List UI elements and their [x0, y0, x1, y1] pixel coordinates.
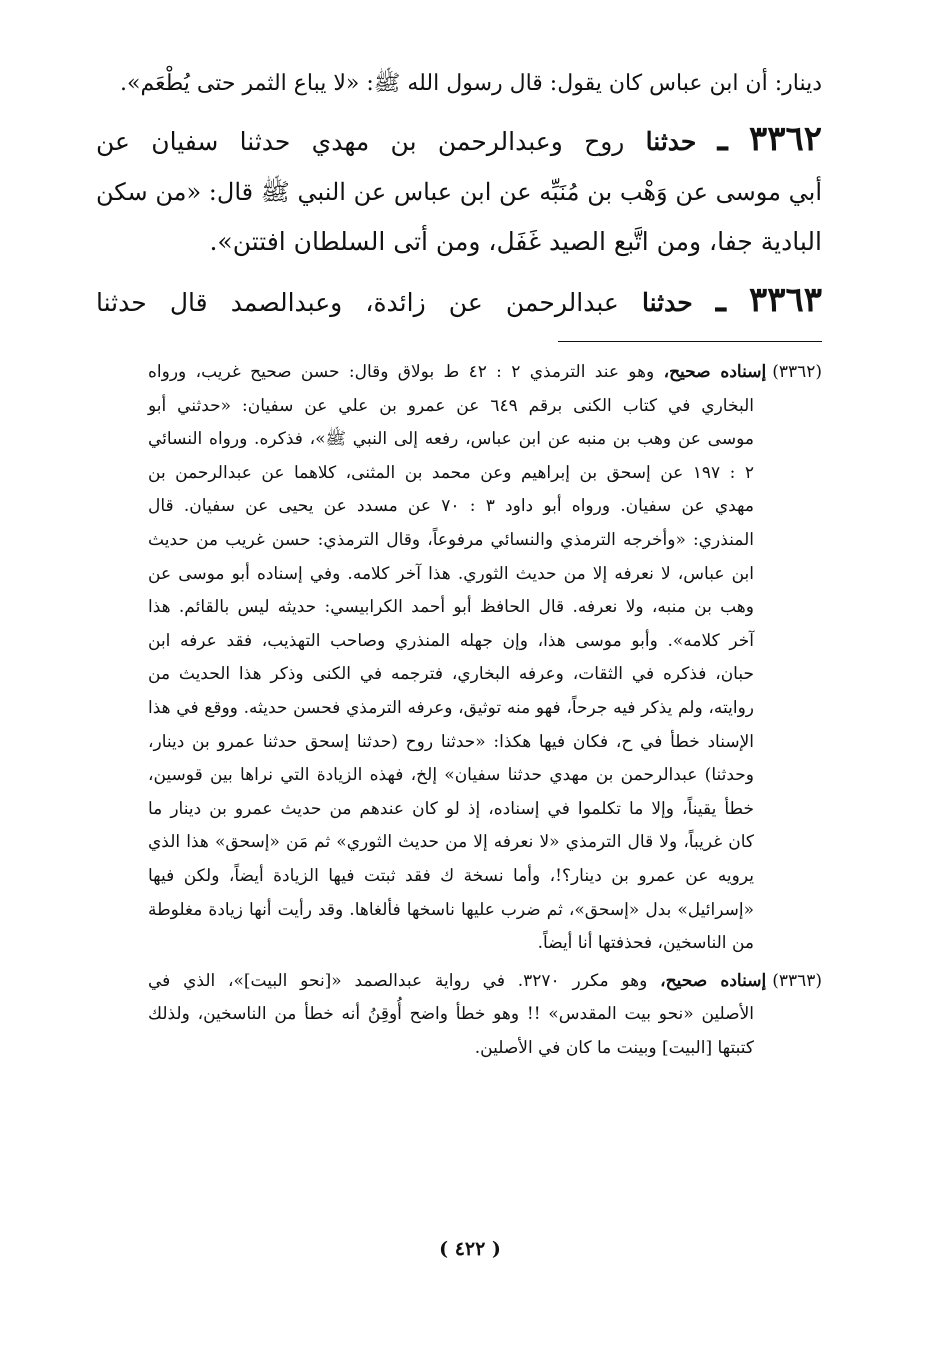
footnote-lead: إسناده صحيح، [660, 970, 767, 991]
footnote-line: كتبتها [البيت] وبينت ما كان في الأصلين. [474, 1037, 754, 1058]
footnote-line: الإسناد خطأ في ح، فكان فيها هكذا: «حدثنا روح (حدثنا إسحق حدثنا عمرو بن دينار، [148, 731, 754, 752]
hadith-text: روح وعبدالرحمن بن مهدي حدثنا سفيان عن [96, 127, 625, 156]
main-text [96, 62, 822, 328]
footnote-line [148, 356, 822, 390]
hadith-dash: ـ [715, 280, 726, 320]
main-line: أبي موسى عن وَهْب بن مُنَبِّه عن ابن عباس عن النبي ﷺ قال: «من سكن [96, 178, 822, 206]
footnote-line: الأصلين «نحو بيت المقدس» !! وهو خطأ واضح أُوقِنُ أنه خطأ من الناسخين، ولذلك [148, 1004, 754, 1025]
footnote-text: وهو عند الترمذي ٢ : ٤٢ ط بولاق وقال: حسن صحيح غريب، ورواه [148, 362, 655, 382]
hadith-text: عبدالرحمن عن زائدة، وعبدالصمد قال حدثنا [96, 288, 619, 317]
footnote-number: (٣٣٦٣) [772, 970, 822, 991]
footnote-divider [558, 341, 822, 342]
footnote-line: يرويه عن عمرو بن دينار؟!، وأما نسخة ك فقد ثبتت فيها الزيادة أيضاً، ولكن فيها [148, 865, 754, 886]
main-line [96, 275, 822, 328]
footnote-line: خطأ يقيناً، وإلا ما تكلموا في إسناده، إذ لو كان عندهم من حديث عمرو بن دينار ما [148, 798, 754, 819]
footnote-line: حبان، فذكره في الثقات، وعرفه البخاري، فترجمه في الكنى وذكر هذا الحديث من [148, 664, 754, 685]
footnote-line: وحدثنا) عبدالرحمن بن مهدي حدثنا سفيان» إلخ، فهذه الزيادة التي نراها بين قوسين، [148, 765, 754, 786]
footnote-number: (٣٣٦٢) [772, 362, 823, 382]
footnote-3362 [148, 356, 822, 961]
hadith-number: ٣٣٦٣ [748, 280, 823, 320]
footnote-line: آخر كلامه». وأبو موسى هذا، وإن جهله المنذري وصاحب التهذيب، فقد عرفه ابن [148, 630, 754, 651]
footnote-line: وهب بن منبه، ولا نعرفه. قال الحافظ أبو أحمد الكرابيسي: حديثه ليس بالقائم. هذا [148, 597, 754, 618]
footnote-line: من الناسخين، فحذفتها أنا أيضاً. [537, 933, 754, 954]
footnote-line: مهدي عن سفيان. ورواه أبو داود ٣ : ٧٠ عن مسدد عن يحيى عن سفيان. قال [148, 496, 754, 517]
footnote-3363 [148, 965, 822, 1066]
page-number: ( ٤٢٢ ) [439, 1238, 501, 1260]
footnote-line [148, 965, 822, 999]
haddathana-word: حدثنا [645, 127, 697, 156]
main-line [96, 114, 822, 167]
footnote-lead: إسناده صحيح، [663, 362, 767, 382]
hadith-number: ٣٣٦٢ [748, 119, 822, 159]
footnote-line: روايته، ولم يذكر فيه جرحاً، فهو منه توثيق، وعرفه الترمذي فحسن حديثه. ووقع في هذا [148, 697, 754, 718]
footnote-line: كان غريباً، ولا قال الترمذي «لا نعرفه إلا من حديث الثوري» ثم مَن «إسحق» هذا الذي [148, 832, 754, 853]
haddathana-word: حدثنا [641, 288, 693, 317]
hadith-3363 [96, 275, 822, 328]
main-line: دينار: أن ابن عباس كان يقول: قال رسول الله ﷺ: «لا يباع الثمر حتى يُطْعَم». [120, 71, 822, 96]
footnote-line: ٢ : ١٩٧ عن إسحق بن إبراهيم وعن محمد بن المثنى، كلاهما عن عبدالرحمن بن [148, 462, 754, 483]
footnote-line: «إسرائيل» بدل «إسحق»، ثم ضرب عليها ناسخها فألغاها. وقد رأيت أنها زيادة مغلوطة [148, 899, 754, 920]
footnote-line: موسى عن وهب بن منبه عن ابن عباس، رفعه إلى النبي ﷺ»، فذكره. ورواه النسائي [148, 429, 754, 450]
main-line: البادية جفا، ومن اتَّبع الصيد غَفَل، ومن أتى السلطان افتتن». [209, 227, 822, 256]
hadith-dash: ـ [717, 119, 728, 159]
footnote-line: المنذري: «وأخرجه الترمذي والنسائي مرفوعاً، وقال الترمذي: حسن غريب من حديث [148, 529, 754, 550]
hadith-3362 [96, 114, 822, 267]
footnote-line: البخاري في كتاب الكنى برقم ٦٤٩ عن عمرو بن علي عن سفيان: «حدثني أبو [148, 395, 754, 416]
footnote-text: وهو مكرر ٣٢٧٠. في رواية عبدالصمد «[نحو البيت]»، الذي في [148, 970, 648, 991]
footnotes [148, 356, 822, 1065]
footnote-line: ابن عباس، لا نعرفه إلا من حديث الثوري. هذا آخر كلامه. وفي إسناده أبو موسى عن [148, 563, 754, 584]
